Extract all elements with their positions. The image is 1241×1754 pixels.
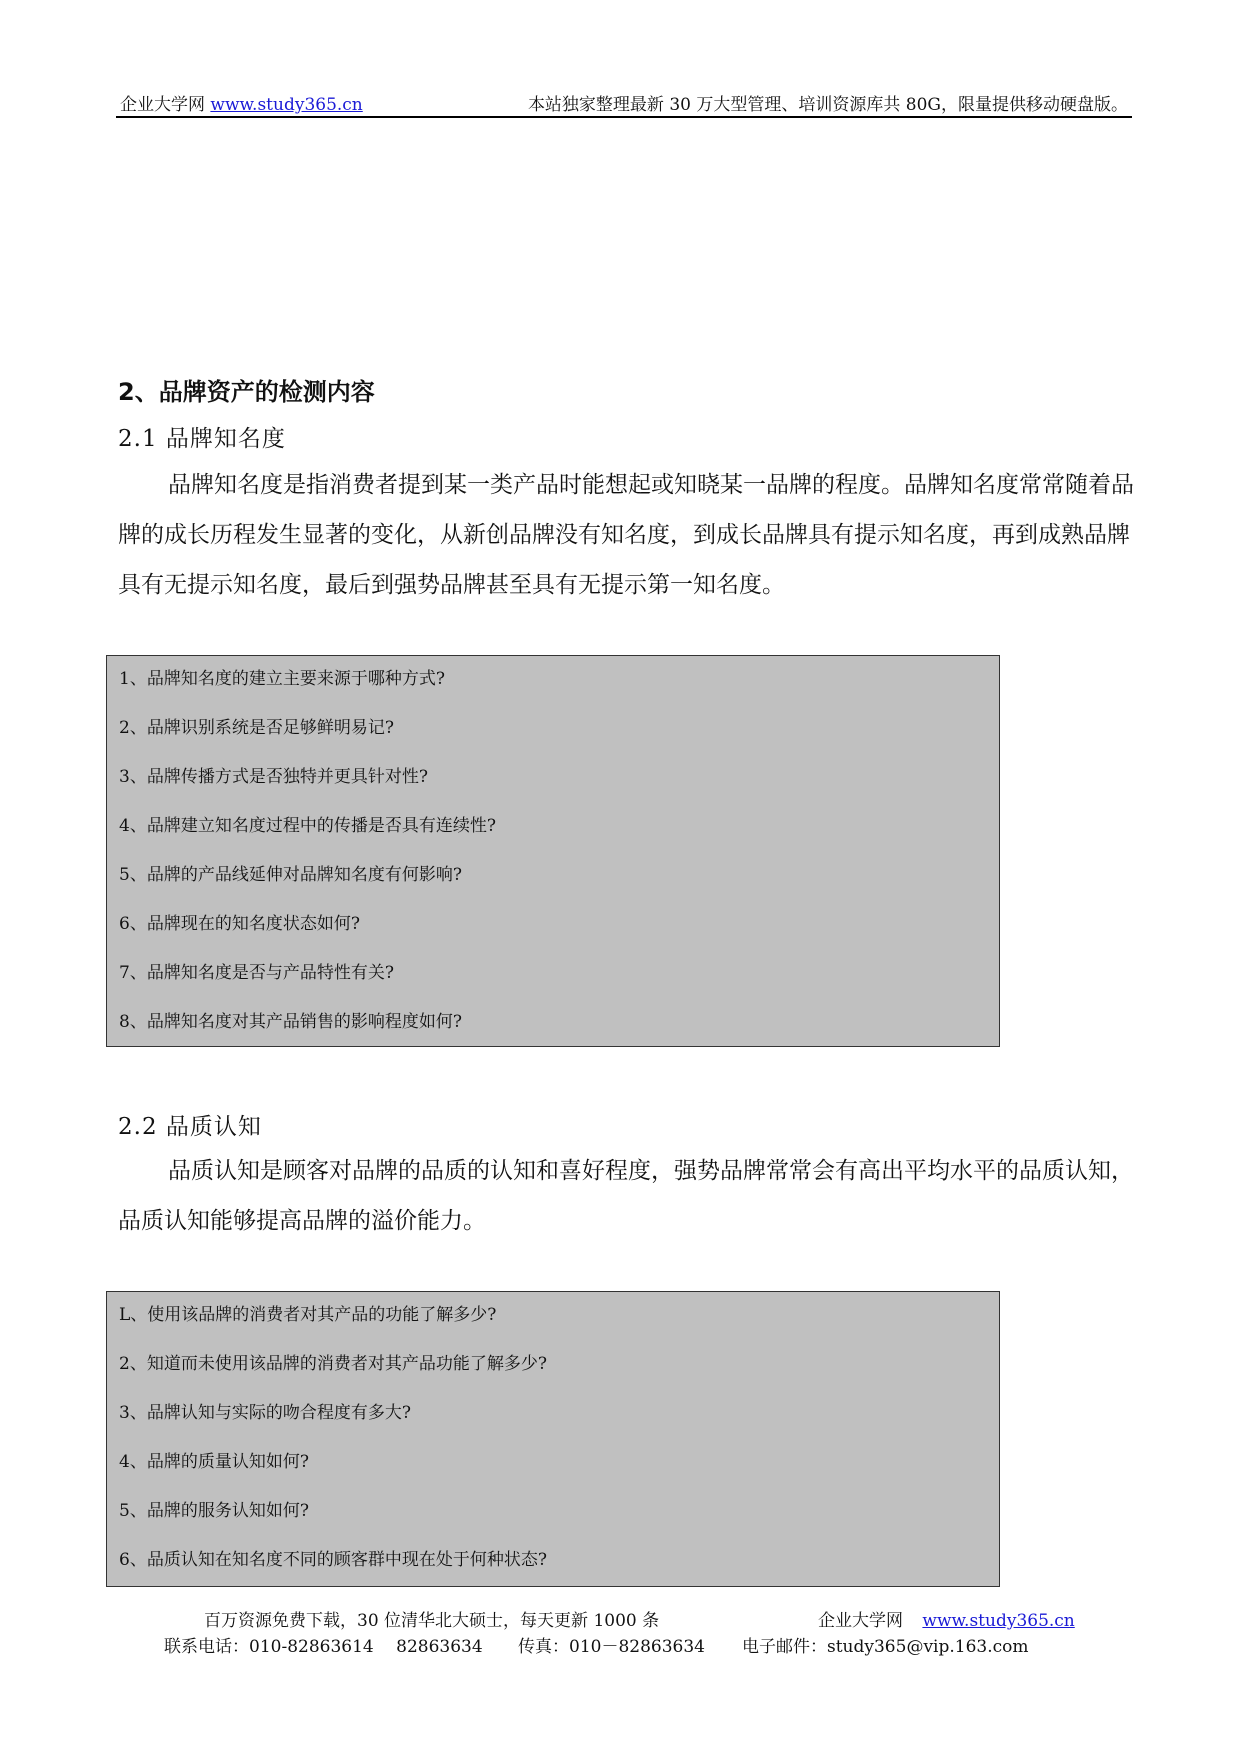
- question-item: 4、品牌建立知名度过程中的传播是否具有连续性?: [119, 816, 496, 836]
- footer-fax: 传真：010－82863634: [518, 1637, 705, 1657]
- subsection-title-brand-awareness: 2.1 品牌知名度: [118, 426, 286, 452]
- header-site-name: 企业大学网: [120, 95, 205, 115]
- footer-line1: 百万资源免费下载，30 位清华北大硕士，每天更新 1000 条: [204, 1611, 660, 1631]
- footer-site-name: 企业大学网: [818, 1611, 903, 1631]
- footer-site: [818, 1606, 1075, 1631]
- paragraph-brand-awareness: 品牌知名度是指消费者提到某一类产品时能想起或知晓某一品牌的程度。品牌知名度常常随着品牌的成长历程发生显著的变化，从新创品牌没有知名度，到成长品牌具有提示知名度，再到成熟品牌具有无提示知名度，最后到强势品牌甚至具有无提示第一知名度。: [118, 472, 1134, 598]
- page-header: [116, 88, 1132, 118]
- question-item: 2、知道而未使用该品牌的消费者对其产品功能了解多少?: [119, 1354, 547, 1374]
- subsection-title-quality-perception: 2.2 品质认知: [118, 1114, 262, 1140]
- footer-site-link[interactable]: www.study365.cn: [922, 1611, 1075, 1631]
- question-item: 4、品牌的质量认知如何?: [119, 1452, 309, 1472]
- question-item: 5、品牌的产品线延伸对品牌知名度有何影响?: [119, 865, 462, 885]
- question-item: 2、品牌识别系统是否足够鲜明易记?: [119, 718, 394, 738]
- question-item: 7、品牌知名度是否与产品特性有关?: [119, 963, 394, 983]
- question-box-quality-perception: [106, 1291, 1000, 1587]
- footer-phone: 联系电话：010-82863614 82863634: [164, 1637, 483, 1657]
- section-title: 2、品牌资产的检测内容: [118, 378, 375, 406]
- question-item: 5、品牌的服务认知如何?: [119, 1501, 309, 1521]
- paragraph-quality-perception: 品质认知是顾客对品牌的品质的认知和喜好程度，强势品牌常常会有高出平均水平的品质认知，品质认知能够提高品牌的溢价能力。: [118, 1158, 1134, 1234]
- question-item: 3、品牌传播方式是否独特并更具针对性?: [119, 767, 428, 787]
- question-item: 6、品牌现在的知名度状态如何?: [119, 914, 360, 934]
- question-box-brand-awareness: [106, 655, 1000, 1047]
- question-item: 8、品牌知名度对其产品销售的影响程度如何?: [119, 1012, 462, 1032]
- header-site: [120, 90, 363, 115]
- question-item: L、使用该品牌的消费者对其产品的功能了解多少?: [119, 1305, 497, 1325]
- footer-email: 电子邮件：study365@vip.163.com: [742, 1637, 1029, 1657]
- question-item: 1、品牌知名度的建立主要来源于哪种方式?: [119, 669, 445, 689]
- question-item: 3、品牌认知与实际的吻合程度有多大?: [119, 1403, 411, 1423]
- header-site-link[interactable]: www.study365.cn: [210, 95, 363, 115]
- question-item: 6、品质认知在知名度不同的顾客群中现在处于何种状态?: [119, 1550, 547, 1570]
- header-notice: 本站独家整理最新 30 万大型管理、培训资源库共 80G，限量提供移动硬盘版。: [527, 95, 1128, 115]
